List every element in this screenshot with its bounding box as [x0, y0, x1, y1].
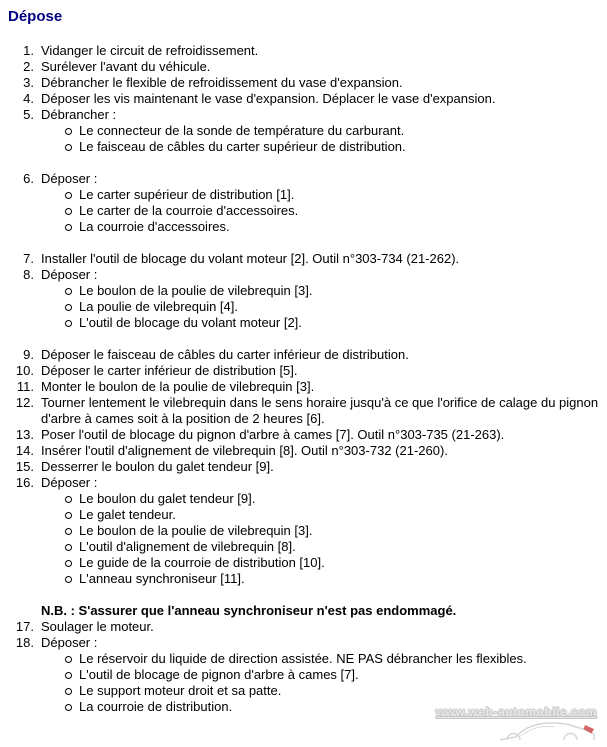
item-number: 9.	[23, 347, 34, 362]
sub-list-item	[8, 555, 599, 571]
item-text: Déposer le faisceau de câbles du carter inférieur de distribution.	[41, 347, 409, 362]
sub-list-item	[8, 187, 599, 203]
watermark-text: www.web-automobile.com	[435, 705, 597, 719]
sub-list-item	[8, 699, 599, 715]
item-text: Poser l'outil de blocage du pignon d'arbre à cames [7]. Outil n°303-735 (21-263).	[41, 427, 505, 442]
list-item	[8, 59, 599, 75]
page-title: Dépose	[8, 8, 63, 25]
circle-bullet-icon	[65, 672, 72, 679]
sub-list-item	[8, 123, 599, 139]
list-item	[8, 43, 599, 59]
car-silhouette-icon	[497, 717, 597, 745]
sub-item-text: La poulie de vilebrequin [4].	[79, 299, 239, 314]
list-item	[8, 619, 599, 635]
list-item	[8, 363, 599, 379]
sub-list-item	[8, 203, 599, 219]
sub-item-text: Le boulon de la poulie de vilebrequin [3].	[79, 283, 313, 298]
sub-list-item	[8, 571, 599, 587]
list-item	[8, 267, 599, 283]
item-number: 13.	[15, 427, 34, 442]
sub-item-text: La courroie de distribution.	[79, 699, 233, 714]
list-block	[8, 43, 599, 155]
sub-list-item	[8, 523, 599, 539]
item-number: 4.	[23, 91, 34, 106]
sub-list-item	[8, 219, 599, 235]
item-text: Installer l'outil de blocage du volant moteur [2]. Outil n°303-734 (21-262).	[41, 251, 460, 266]
sub-list-item	[8, 283, 599, 299]
list-item	[8, 251, 599, 267]
list-item	[8, 475, 599, 491]
item-number: 15.	[15, 459, 34, 474]
list-item	[8, 427, 599, 443]
circle-bullet-icon	[65, 144, 72, 151]
circle-bullet-icon	[65, 704, 72, 711]
sub-item-text: La courroie d'accessoires.	[79, 219, 230, 234]
list-block	[8, 619, 599, 715]
sub-list-item	[8, 683, 599, 699]
item-text: Déposer les vis maintenant le vase d'expansion. Déplacer le vase d'expansion.	[41, 91, 496, 106]
circle-bullet-icon	[65, 208, 72, 215]
circle-bullet-icon	[65, 304, 72, 311]
list-block	[8, 347, 599, 587]
item-number: 5.	[23, 107, 34, 122]
item-number: 18.	[15, 635, 34, 650]
sub-list-item	[8, 651, 599, 667]
list-item	[8, 347, 599, 363]
sub-list-item	[8, 507, 599, 523]
sub-list-item	[8, 491, 599, 507]
circle-bullet-icon	[65, 544, 72, 551]
nb-note-text: N.B. : S'assurer que l'anneau synchroniseur n'est pas endommagé.	[41, 603, 457, 618]
sub-item-text: Le boulon du galet tendeur [9].	[79, 491, 256, 506]
sub-item-text: Le boulon de la poulie de vilebrequin [3].	[79, 523, 313, 538]
list-item	[8, 395, 599, 427]
list-item	[8, 91, 599, 107]
list-block	[8, 251, 599, 331]
circle-bullet-icon	[65, 224, 72, 231]
item-text: Débrancher :	[41, 107, 117, 122]
item-text: Insérer l'outil d'alignement de vilebrequin [8]. Outil n°303-732 (21-260).	[41, 443, 448, 458]
sub-item-text: Le faisceau de câbles du carter supérieur de distribution.	[79, 139, 406, 154]
circle-bullet-icon	[65, 128, 72, 135]
circle-bullet-icon	[65, 528, 72, 535]
item-number: 7.	[23, 251, 34, 266]
list-block	[8, 171, 599, 235]
item-number: 10.	[15, 363, 34, 378]
item-number: 11.	[16, 379, 34, 394]
sub-list-item	[8, 315, 599, 331]
item-text: Tourner lentement le vilebrequin dans le sens horaire jusqu'à ce que l'orifice de calage du pignon d'arbre à cames soit à la position de 2 heures [6].	[41, 395, 599, 426]
item-text: Soulager le moteur.	[41, 619, 154, 634]
item-text: Déposer :	[41, 267, 98, 282]
item-text: Débrancher le flexible de refroidissement du vase d'expansion.	[41, 75, 403, 90]
item-text: Déposer :	[41, 635, 98, 650]
item-text: Monter le boulon de la poulie de vilebrequin [3].	[41, 379, 315, 394]
list-item	[8, 635, 599, 651]
sub-item-text: Le carter de la courroie d'accessoires.	[79, 203, 299, 218]
item-text: Desserrer le boulon du galet tendeur [9].	[41, 459, 274, 474]
list-item	[8, 459, 599, 475]
sub-list-item	[8, 139, 599, 155]
circle-bullet-icon	[65, 560, 72, 567]
item-text: Déposer :	[41, 475, 98, 490]
item-number: 3.	[23, 75, 34, 90]
circle-bullet-icon	[65, 192, 72, 199]
item-text: Déposer :	[41, 171, 98, 186]
sub-list-item	[8, 667, 599, 683]
list-item	[8, 379, 599, 395]
sub-list-item	[8, 539, 599, 555]
circle-bullet-icon	[65, 288, 72, 295]
sub-list-item	[8, 299, 599, 315]
item-number: 17.	[15, 619, 34, 634]
item-text: Vidanger le circuit de refroidissement.	[41, 43, 259, 58]
circle-bullet-icon	[65, 320, 72, 327]
item-number: 8.	[23, 267, 34, 282]
sub-item-text: L'outil de blocage du volant moteur [2].	[79, 315, 302, 330]
item-number: 2.	[23, 59, 34, 74]
circle-bullet-icon	[65, 688, 72, 695]
circle-bullet-icon	[65, 656, 72, 663]
sub-item-text: Le support moteur droit et sa patte.	[79, 683, 282, 698]
list-item	[8, 75, 599, 91]
sub-item-text: Le connecteur de la sonde de température du carburant.	[79, 123, 405, 138]
sub-item-text: L'outil de blocage de pignon d'arbre à cames [7].	[79, 667, 359, 682]
sub-item-text: L'outil d'alignement de vilebrequin [8].	[79, 539, 296, 554]
circle-bullet-icon	[65, 576, 72, 583]
item-text: Surélever l'avant du véhicule.	[41, 59, 211, 74]
sub-item-text: Le galet tendeur.	[79, 507, 176, 522]
list-item	[8, 171, 599, 187]
item-text: Déposer le carter inférieur de distribution [5].	[41, 363, 298, 378]
circle-bullet-icon	[65, 496, 72, 503]
sub-item-text: L'anneau synchroniseur [11].	[79, 571, 245, 586]
item-number: 14.	[15, 443, 34, 458]
note-block	[8, 603, 599, 619]
item-number: 12.	[15, 395, 34, 410]
list-item	[8, 107, 599, 123]
sub-item-text: Le guide de la courroie de distribution [10].	[79, 555, 325, 570]
list-item	[8, 443, 599, 459]
procedure-list	[8, 43, 599, 715]
item-number: 1.	[23, 43, 34, 58]
item-number: 16.	[15, 475, 34, 490]
sub-item-text: Le réservoir du liquide de direction assistée. NE PAS débrancher les flexibles.	[79, 651, 527, 666]
circle-bullet-icon	[65, 512, 72, 519]
item-number: 6.	[23, 171, 34, 186]
sub-item-text: Le carter supérieur de distribution [1].	[79, 187, 295, 202]
